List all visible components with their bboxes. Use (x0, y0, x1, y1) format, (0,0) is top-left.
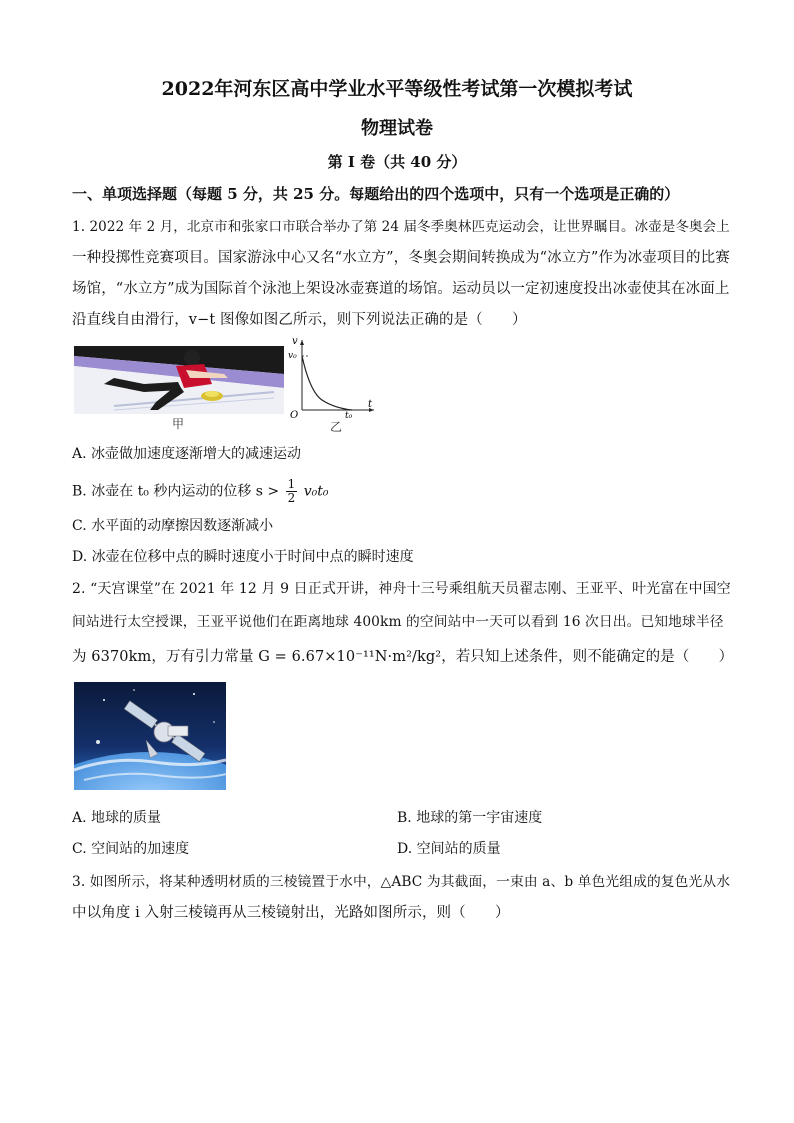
fraction (286, 478, 298, 505)
q1-option-b-suffix: v₀t₀ (303, 483, 329, 500)
q1-line-4: 沿直线自由滑行，v−t 图像如图乙所示，则下列说法正确的是（ ） (72, 312, 527, 328)
q2-option-c: C. 空间站的加速度 (72, 841, 190, 857)
exam-title: 2022年河东区高中学业水平等级性考试第一次模拟考试 (161, 78, 633, 100)
v0-label: v₀ (288, 351, 297, 361)
fraction-numerator: 1 (287, 477, 296, 491)
q1-line-1: 1. 2022 年 2 月，北京市和张家口市联合举办了第 24 届冬季奥林匹克运动会，让世界瞩目。冰壶是冬奥会上 (72, 219, 730, 235)
q2-line-3: 为 6370km，万有引力常量 G = 6.67×10⁻¹¹N·m²/kg²，若只知上述条件，则不能确定的是（ ） (72, 649, 734, 665)
q2-option-b: B. 地球的第一宇宙速度 (397, 810, 543, 826)
q1-option-c: C. 水平面的动摩擦因数逐渐减小 (72, 518, 274, 534)
q3-line-1: 3. 如图所示，将某种透明材质的三棱镜置于水中，△ABC 为其截面，一束由 a、b 单色光组成的复色光从水 (72, 874, 731, 890)
q1-option-a: A. 冰壶做加速度逐渐增大的减速运动 (72, 446, 302, 462)
axis-t-label: t (368, 399, 373, 410)
subject-title: 物理试卷 (361, 118, 433, 139)
q2-line-1: 2. “天宫课堂”在 2021 年 12 月 9 日正式开讲，神舟十三号乘组航天员翟志刚、王亚平、叶光富在中国空 (72, 581, 731, 597)
q2-option-d: D. 空间站的质量 (397, 841, 501, 857)
q2-line-2: 间站进行太空授课，王亚平说他们在距离地球 400km 的空间站中一天可以看到 16 次日出。已知地球半径 (72, 614, 724, 630)
q2-option-a: A. 地球的质量 (72, 810, 162, 826)
fraction-denominator: 2 (287, 491, 296, 505)
q1-line-3: 场馆，“水立方”成为国际首个泳池上架设冰壶赛道的场馆。运动员以一定初速度投出冰壶使其在冰面上 (72, 281, 730, 297)
volume-label: 第 I 卷（共 40 分） (327, 153, 467, 171)
curling-photo (74, 344, 284, 414)
q1-option-b-text: B. 冰壶在 t₀ 秒内运动的位移 s > (72, 483, 280, 500)
t0-label: t₀ (345, 411, 353, 418)
q1-line-2: 一种投掷性竞赛项目。国家游泳中心又名“水立方”，冬奥会期间转换成为“冰立方”作为冰壶项目的比赛 (72, 250, 730, 266)
section-heading: 一、单项选择题（每题 5 分，共 25 分。每题给出的四个选项中，只有一个选项是正确的） (72, 185, 680, 203)
q1-option-b (72, 478, 328, 505)
q3-line-2: 中以角度 i 入射三棱镜再从三棱镜射出，光路如图所示，则（ ） (72, 905, 510, 921)
fig-yi-caption: 乙 (330, 420, 343, 434)
space-station-image (74, 682, 226, 790)
axis-v-label: v (292, 336, 298, 347)
fig-jia-caption: 甲 (172, 417, 185, 431)
origin-label: O (290, 410, 299, 418)
vt-graph (286, 336, 378, 418)
q1-option-d: D. 冰壶在位移中点的瞬时速度小于时间中点的瞬时速度 (72, 549, 414, 565)
